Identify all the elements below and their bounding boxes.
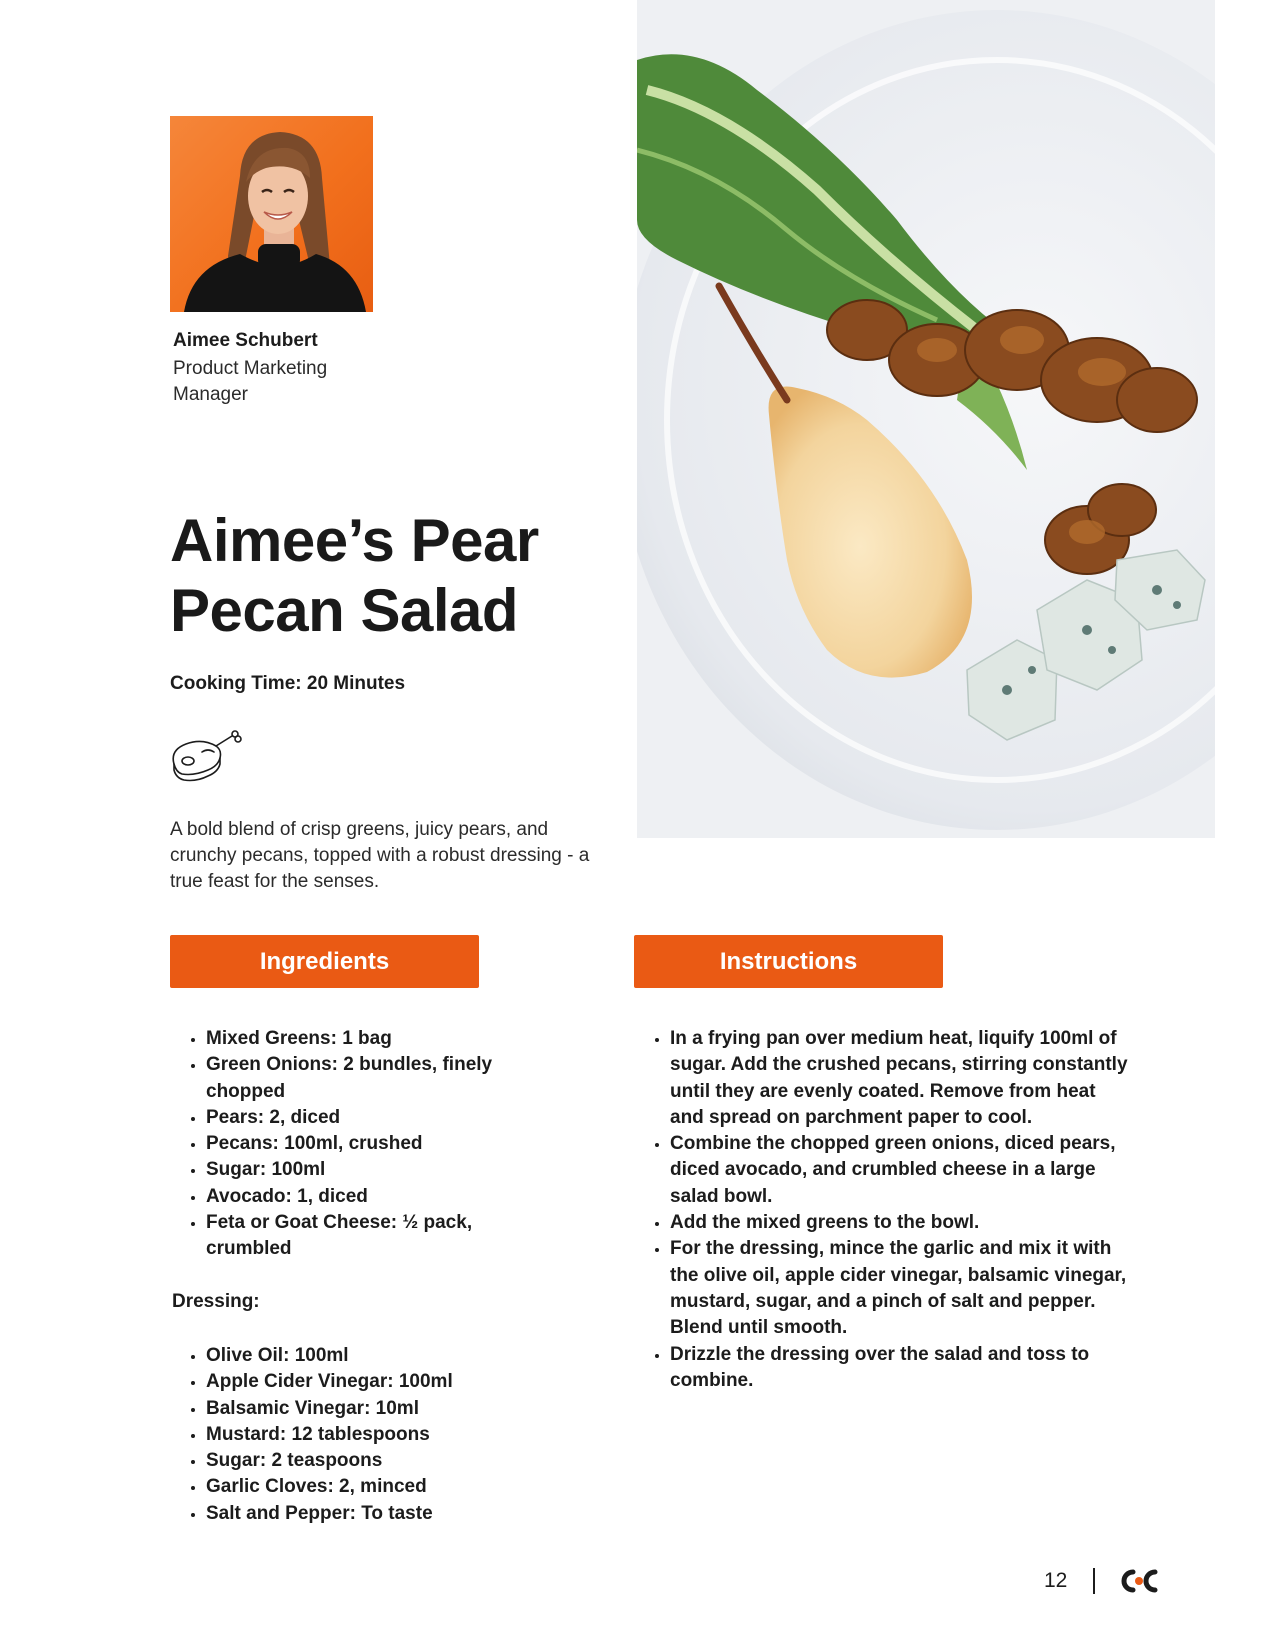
instructions-heading: Instructions [634,935,943,988]
list-item: • Balsamic Vinegar: 10ml [206,1396,551,1422]
salad-photo [637,0,1215,838]
list-item: • Add the mixed greens to the bowl. [670,1210,1130,1236]
footer-divider [1093,1568,1095,1594]
dressing-list [170,1343,551,1527]
author-name: Aimee Schubert [173,330,318,351]
list-item: • Pecans: 100ml, crushed [206,1131,551,1157]
instructions-list [634,1026,1130,1394]
recipe-description: A bold blend of crisp greens, juicy pears, and crunchy pecans, topped with a robust dressing - a true feast for the senses. [170,819,590,892]
list-item: • For the dressing, mince the garlic and mix it with the olive oil, apple cider vinegar, balsamic vinegar, mustard, sugar, and a pinch of salt and pepper. Blend until smooth. [670,1236,1130,1341]
cooking-time: Cooking Time: 20 Minutes [170,673,406,694]
list-item: • Mixed Greens: 1 bag [206,1026,551,1052]
recipe-title: Aimee’s Pear Pecan Salad [170,507,539,644]
list-item: • Drizzle the dressing over the salad and toss to combine. [670,1342,1130,1395]
list-item: • In a frying pan over medium heat, liquify 100ml of sugar. Add the crushed pecans, stirring constantly until they are evenly coated. Remove from heat and spread on parchment paper to cool. [670,1026,1130,1131]
brand-logo-icon [1115,1567,1163,1595]
list-item: • Combine the chopped green onions, diced pears, diced avocado, and crumbled cheese in a large salad bowl. [670,1131,1130,1210]
page-number: 12 [1044,1569,1068,1592]
author-role: Product Marketing Manager [173,358,328,405]
ingredients-heading: Ingredients [170,935,479,988]
list-item: • Garlic Cloves: 2, minced [206,1474,551,1500]
list-item: • Sugar: 100ml [206,1157,551,1183]
author-portrait-graphic [170,116,373,312]
list-item: • Sugar: 2 teaspoons [206,1448,551,1474]
list-item: • Apple Cider Vinegar: 100ml [206,1369,551,1395]
list-item: • Green Onions: 2 bundles, finely chopped [206,1052,551,1105]
list-item: • Salt and Pepper: To taste [206,1501,551,1527]
list-item: • Feta or Goat Cheese: ½ pack, crumbled [206,1210,551,1263]
list-item: • Olive Oil: 100ml [206,1343,551,1369]
ingredients-list [170,1026,551,1263]
list-item: • Pears: 2, diced [206,1105,551,1131]
meat-icon [168,728,246,784]
salad-plate-graphic [637,0,1215,838]
author-photo [170,116,373,312]
dressing-label: Dressing: [172,1291,260,1312]
list-item: • Avocado: 1, diced [206,1184,551,1210]
list-item: • Mustard: 12 tablespoons [206,1422,551,1448]
